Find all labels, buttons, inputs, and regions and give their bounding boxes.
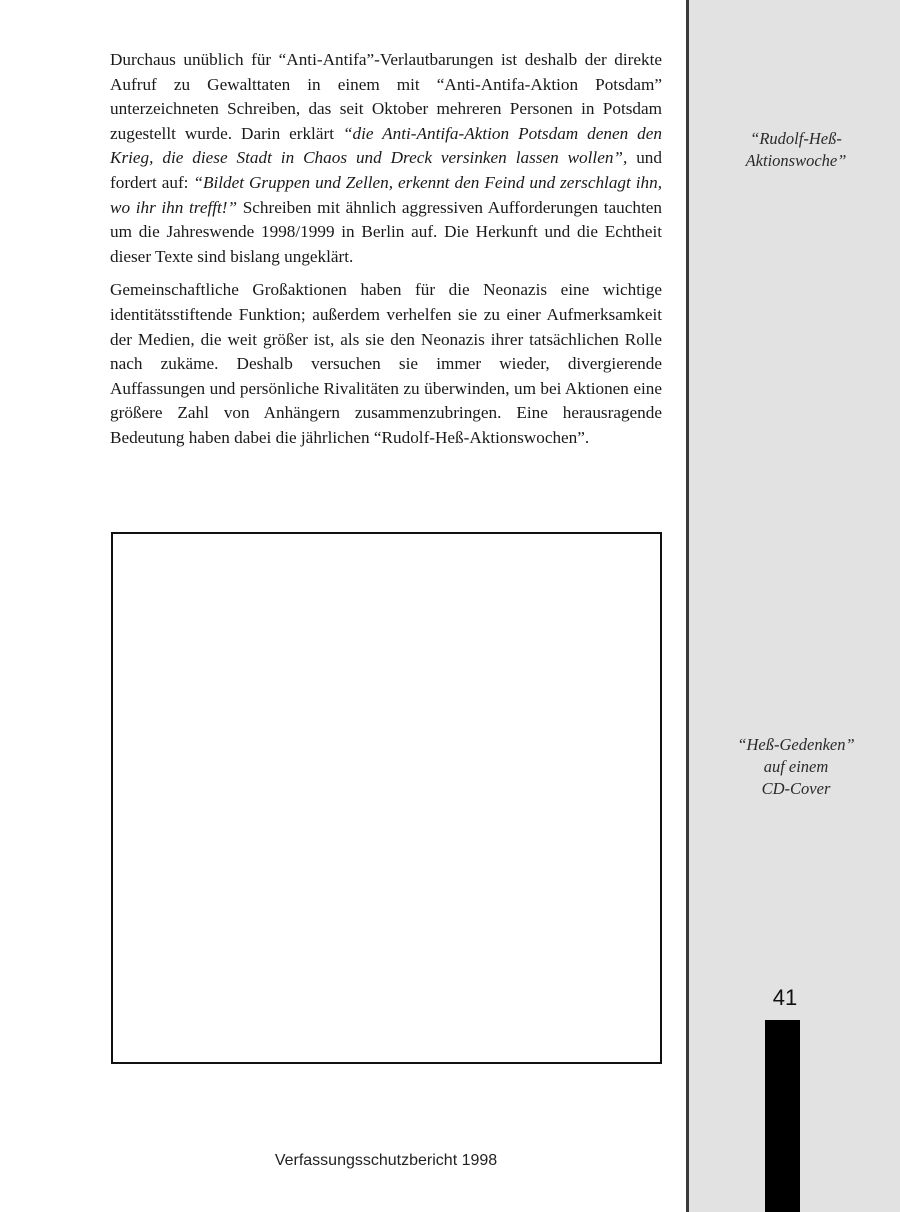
- margin-column: [686, 0, 900, 1212]
- margin-note-cd-cover: [689, 734, 900, 800]
- thumb-index-tab: [765, 1020, 800, 1212]
- margin-note-aktionswoche: [689, 128, 900, 172]
- cd-cover-image-frame: [111, 532, 662, 1064]
- margin-note-line: auf einem: [763, 757, 829, 776]
- paragraph-1-part-2: und fordert auf:: [110, 148, 662, 192]
- margin-note-line: Aktionswoche”: [745, 151, 847, 170]
- margin-note-line: “Rudolf-Heß-: [750, 129, 842, 148]
- paragraph-1-part-3: Schreiben mit ähnlich aggressiven Aufforderungen tauchten um die Jahreswende 1998/1999 in Berlin auf. Die Herkunft und die Echtheit dieser Texte sind bislang ungeklärt.: [110, 197, 662, 266]
- margin-note-line: CD-Cover: [761, 779, 831, 798]
- body-text: [110, 48, 662, 460]
- paragraph-1: [110, 48, 662, 269]
- paragraph-2: Gemeinschaftliche Großaktionen haben für die Neonazis eine wichtige identitätsstiftende Funktion; außerdem verhelfen sie zu einer Aufmerksamkeit der Medien, die weit größer ist, als sie den Neonazis ihrer tatsächlichen Rolle nach zukäme. Deshalb versuchen sie immer wieder, divergierende Auffassungen und persönliche Rivalitäten zu überwinden, um bei Aktionen eine größere Zahl von Anhängern zusammenzubringen. Eine herausragende Bedeutung haben dabei die jährlichen “Rudolf-Heß-Aktionswochen”.: [110, 280, 662, 447]
- paragraph-1-quote-1: “die Anti-Antifa-Aktion Potsdam denen den Krieg, die diese Stadt in Chaos und Dreck versinken lassen wollen”,: [110, 123, 662, 168]
- margin-note-line: “Heß-Gedenken”: [737, 735, 855, 754]
- paragraph-1-part-1: Durchaus unüblich für “Anti-Antifa”-Verlautbarungen ist deshalb der direkte Aufruf zu Gewalttaten in einem mit “Anti-Antifa-Aktion Potsdam” unterzeichneten Schreiben, das seit Oktober mehreren Personen in Potsdam zugestellt wurde. Darin erklärt: [110, 50, 662, 143]
- page-footer: Verfassungsschutzbericht 1998: [274, 1152, 498, 1169]
- page-number: 41: [772, 985, 798, 1010]
- paragraph-1-quote-2: “Bildet Gruppen und Zellen, erkennt den Feind und zerschlagt ihn, wo ihr ihn trefft!”: [110, 172, 663, 217]
